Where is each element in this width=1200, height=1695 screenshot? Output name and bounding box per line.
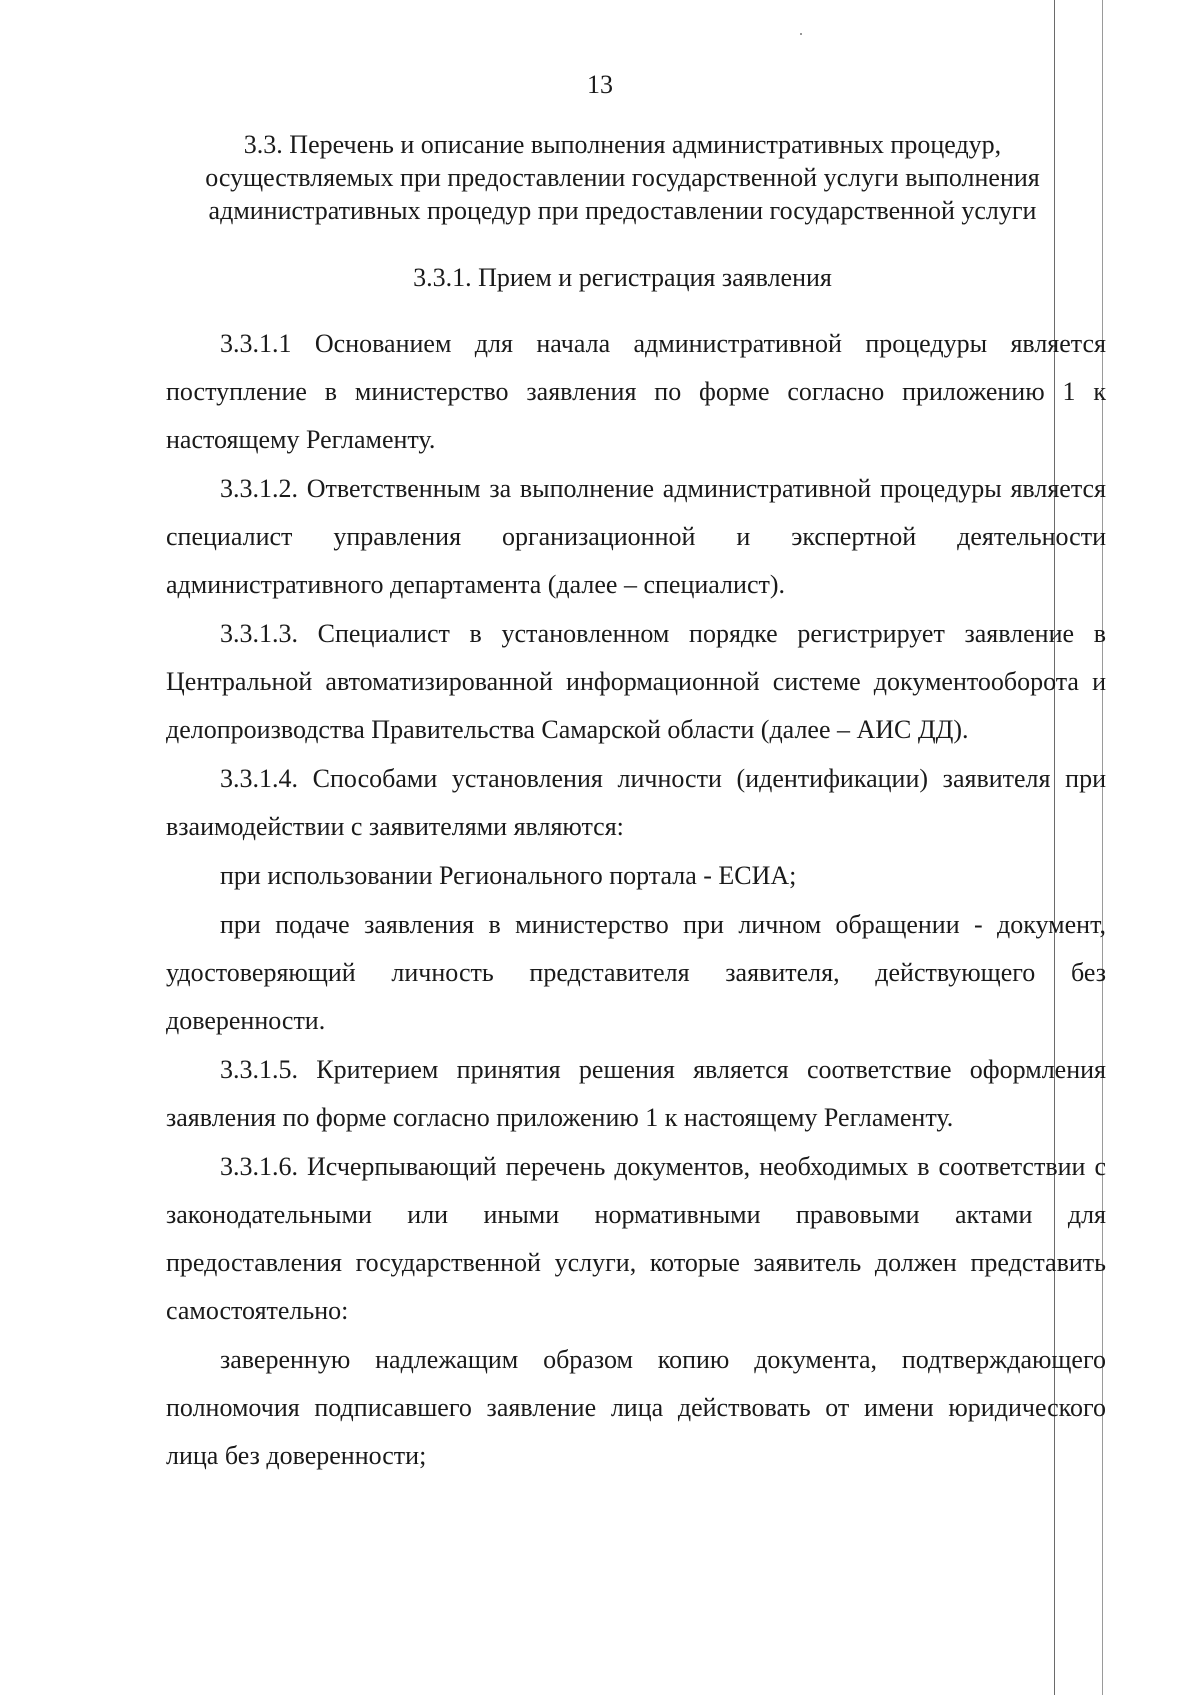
paragraph: заверенную надлежащим образом копию документа, подтверждающего полномочия подписавшего заявление лица действовать от имени юридического лица без доверенности;: [166, 1345, 1106, 1470]
paragraph: 3.3.1.1 Основанием для начала административной процедуры является поступление в министерство заявления по форме согласно приложению 1 к настоящему Регламенту.: [166, 329, 1106, 454]
paragraph: при подаче заявления в министерство при личном обращении - документ, удостоверяющий личность представителя заявителя, действующего без доверенности.: [166, 910, 1106, 1035]
document-body: [166, 320, 1106, 1481]
paragraph: 3.3.1.4. Способами установления личности (идентификации) заявителя при взаимодействии с заявителями являются:: [166, 764, 1106, 841]
paragraph: 3.3.1.5. Критерием принятия решения является соответствие оформления заявления по форме согласно приложению 1 к настоящему Регламенту.: [166, 1055, 1106, 1132]
section-title-line: осуществляемых при предоставлении государственной услуги выполнения: [205, 163, 1040, 192]
paragraph: 3.3.1.2. Ответственным за выполнение административной процедуры является специалист управления организационной и экспертной деятельности административного департамента (далее – специалист).: [166, 474, 1106, 599]
section-title-line: 3.3. Перечень и описание выполнения административных процедур,: [243, 130, 1002, 159]
page-number: 13: [587, 70, 613, 99]
paragraph: 3.3.1.3. Специалист в установленном порядке регистрирует заявление в Центральной автоматизированной информационной системе документооборота и делопроизводства Правительства Самарской области (далее – АИС ДД).: [166, 619, 1106, 744]
section-title-line: административных процедур при предоставлении государственной услуги: [208, 196, 1037, 225]
paragraph: 3.3.1.6. Исчерпывающий перечень документов, необходимых в соответствии с законодательными или иными нормативными правовыми актами для предоставления государственной услуги, которые заявитель должен представить самостоятельно:: [166, 1152, 1106, 1325]
scan-speck: [800, 33, 802, 35]
subsection-title: 3.3.1. Прием и регистрация заявления: [413, 263, 832, 292]
paragraph: при использовании Регионального портала - ЕСИА;: [220, 861, 797, 890]
section-title: [150, 128, 1095, 227]
